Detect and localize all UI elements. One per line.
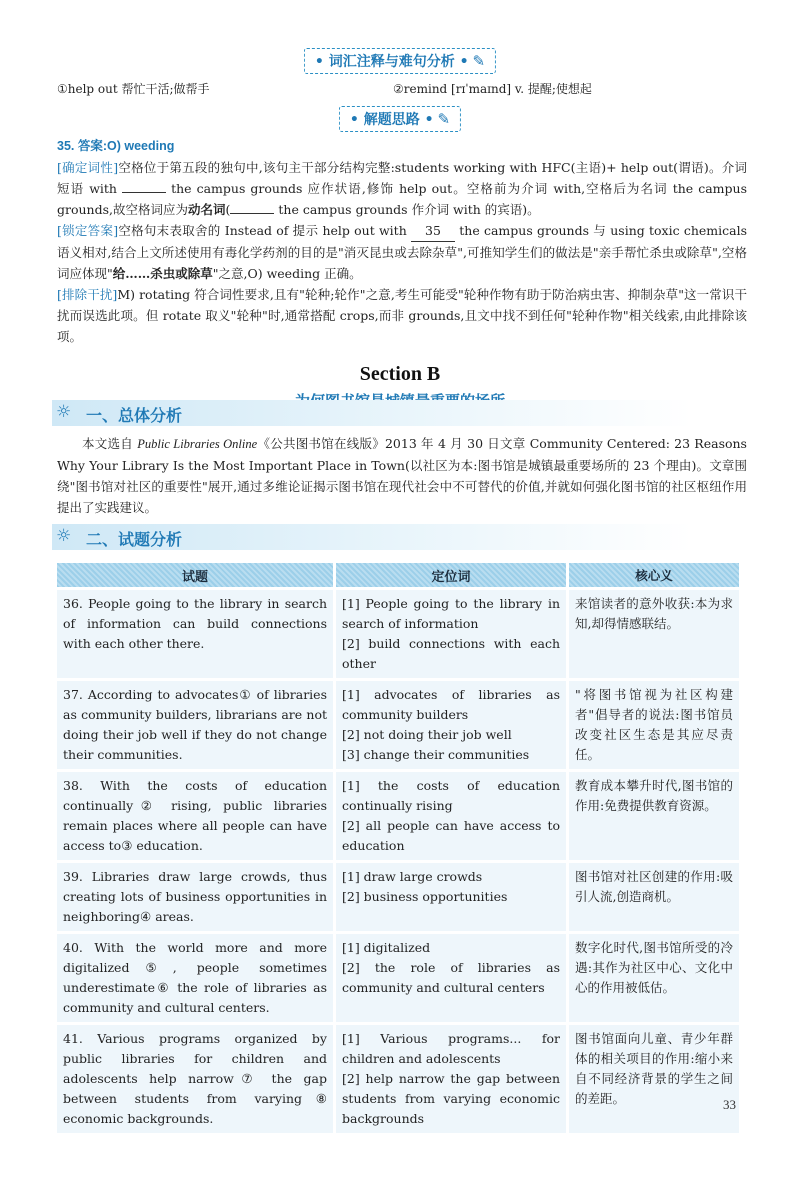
q35-exclude xyxy=(57,284,747,347)
lightbulb-icon: ☼ xyxy=(56,526,72,546)
table-row xyxy=(57,772,745,860)
text-span: ( xyxy=(225,202,231,217)
solution-ideas-label xyxy=(339,106,461,132)
heading-text: 二、试题分析 xyxy=(86,530,183,549)
location-item: [2] help narrow the gap between students from varying economic backgrounds xyxy=(342,1071,560,1126)
core-meaning-cell: "将图书馆视为社区构建者"倡导者的说法:图书馆员改变社区生态是其应尽责任。 xyxy=(569,681,739,769)
location-item: [1] the costs of education continually rising xyxy=(342,778,560,813)
header-core: 核心义 xyxy=(569,563,739,587)
tag-part-of-speech: [确定词性] xyxy=(57,160,119,175)
location-cell xyxy=(336,772,566,860)
header-question: 试题 xyxy=(57,563,333,587)
vocab-note-2: ②remind [rɪˈmaɪnd] v. 提醒;使想起 xyxy=(393,82,592,96)
q35-analysis xyxy=(57,136,747,347)
header-location: 定位词 xyxy=(336,563,566,587)
pen-icon: ✎ xyxy=(437,110,451,128)
core-meaning-cell: 来馆读者的意外收获:本为求知,却得情感联结。 xyxy=(569,590,739,678)
lightbulb-icon: ☼ xyxy=(56,402,72,422)
solution-ideas-text: • 解题思路 • xyxy=(349,112,434,128)
location-item: [2] business opportunities xyxy=(342,889,508,904)
question-cell: 37. According to advocates① of libraries as community builders, librarians are not doing their job well if they do not change their communities. xyxy=(57,681,333,769)
location-cell xyxy=(336,681,566,769)
core-meaning-cell: 数字化时代,图书馆所受的冷遇:其作为社区中心、文化中心的作用被低估。 xyxy=(569,934,739,1022)
q35-answer: 35. 答案:O) weeding xyxy=(57,139,175,153)
blank-line xyxy=(122,192,166,193)
text-span: 《公共图书馆在线版》2013 年 4 月 30 日文章 Community Centered: 23 Reasons Why Your Library Is the Most Important Place in Town(以社区为本:图书馆是城镇最重要场所的 23 个理由)。文章围绕"图书馆对社区的重要性"展开,通过多维论证揭示图书馆在现代社会中不可替代的价值,并就如何强化图书馆的社区枢纽作用提出了实践建议。 xyxy=(57,436,747,515)
text-span: M) rotating 符合词性要求,且有"轮种;轮作"之意,考生可能受"轮种作物有助于防治病虫害、抑制杂草"这一常识干扰而误选此项。但 rotate 取义"轮种"时,通常搭配 crops,而非 grounds,且文中找不到任何"轮种作物"相关线索,由此排除该项。 xyxy=(57,287,747,344)
text-span: "之意,O) weeding 正确。 xyxy=(212,266,362,281)
table-row xyxy=(57,590,745,678)
vocab-notes-label xyxy=(304,48,496,74)
location-item: [2] all people can have access to education xyxy=(342,818,560,853)
heading-question-analysis xyxy=(52,524,692,550)
page-number: 33 xyxy=(723,1097,736,1112)
core-meaning-cell: 教育成本攀升时代,图书馆的作用:免费提供教育资源。 xyxy=(569,772,739,860)
location-cell xyxy=(336,863,566,931)
location-item: [1] advocates of libraries as community builders xyxy=(342,687,560,722)
analysis-table xyxy=(57,563,745,1133)
tag-lock-answer: [锁定答案] xyxy=(57,223,119,238)
blank-number: 35 xyxy=(411,220,455,242)
location-item: [1] People going to the library in search of information xyxy=(342,596,560,631)
table-row xyxy=(57,1025,745,1133)
q35-part-of-speech xyxy=(57,157,747,220)
table-body xyxy=(57,590,745,1133)
heading-text: 一、总体分析 xyxy=(86,406,183,425)
text-span: the campus grounds 与 using toxic chemicals 语义相对,结合上文所述使用有毒化学药剂的目的是"消灭昆虫或去除杂草",可推知学生们的做法是"亲手帮忙杀虫或除草",空格词应体现" xyxy=(57,223,748,281)
location-cell xyxy=(336,590,566,678)
core-meaning-cell: 图书馆对社区创建的作用:吸引人流,创造商机。 xyxy=(569,863,739,931)
vocab-note-1: ①help out 帮忙干活;做帮手 xyxy=(57,82,210,96)
text-span: the campus grounds 作介词 with 的宾语)。 xyxy=(274,202,540,217)
tag-exclude: [排除干扰] xyxy=(57,287,118,302)
blank-line xyxy=(230,213,274,214)
location-item: [1] draw large crowds xyxy=(342,869,483,884)
section-title: Section B xyxy=(359,363,441,385)
text-span: 本文选自 xyxy=(82,436,138,451)
text-span: 空格位于第五段的独句中,该句主干部分结构完整:students working with HFC(主语)+ help out(谓语)。介词短语 with xyxy=(57,160,747,196)
heading-overall-analysis xyxy=(52,400,692,426)
text-span: the campus grounds 应作状语,修饰 help out。空格前为介词 with,空格后为名词 the campus grounds,故空格词应为 xyxy=(57,181,747,217)
location-item: [1] Various programs... for children and adolescents xyxy=(342,1031,560,1066)
text-span: 空格句末表取舍的 Instead of 提示 help out with xyxy=(118,223,411,238)
location-item: [1] digitalized xyxy=(342,940,431,955)
core-meaning-cell: 图书馆面向儿童、青少年群体的相关项目的作用:缩小来自不同经济背景的学生之间的差距。 xyxy=(569,1025,739,1133)
question-cell: 41. Various programs organized by public libraries for children and adolescents help narrow⑦ the gap between students from varying⑧ economic backgrounds. xyxy=(57,1025,333,1133)
location-item: [2] not doing their job well xyxy=(342,727,512,742)
question-cell: 40. With the world more and more digitalized⑤, people sometimes underestimate⑥ the role of libraries as community and cultural centers. xyxy=(57,934,333,1022)
vocab-notes-text: • 词汇注释与难句分析 • xyxy=(314,54,469,70)
q35-lock-answer xyxy=(57,220,747,284)
table-row xyxy=(57,863,745,931)
question-cell: 38. With the costs of education continually② rising, public libraries remain places where all people can have access to③ education. xyxy=(57,772,333,860)
table-row xyxy=(57,681,745,769)
bold-span: 动名词 xyxy=(188,202,226,217)
source-title: Public Libraries Online xyxy=(137,437,258,451)
location-item: [3] change their communities xyxy=(342,747,530,762)
location-item: [2] the role of libraries as community and cultural centers xyxy=(342,960,560,995)
question-cell: 39. Libraries draw large crowds, thus creating lots of business opportunities in neighboring④ areas. xyxy=(57,863,333,931)
table-header xyxy=(57,563,745,587)
bold-span: 给……杀虫或除草 xyxy=(112,266,213,281)
location-item: [2] build connections with each other xyxy=(342,636,560,671)
question-cell: 36. People going to the library in search of information can build connections with each other there. xyxy=(57,590,333,678)
intro-paragraph xyxy=(57,433,747,518)
pen-icon: ✎ xyxy=(472,52,486,70)
location-cell xyxy=(336,934,566,1022)
table-row xyxy=(57,934,745,1022)
location-cell xyxy=(336,1025,566,1133)
